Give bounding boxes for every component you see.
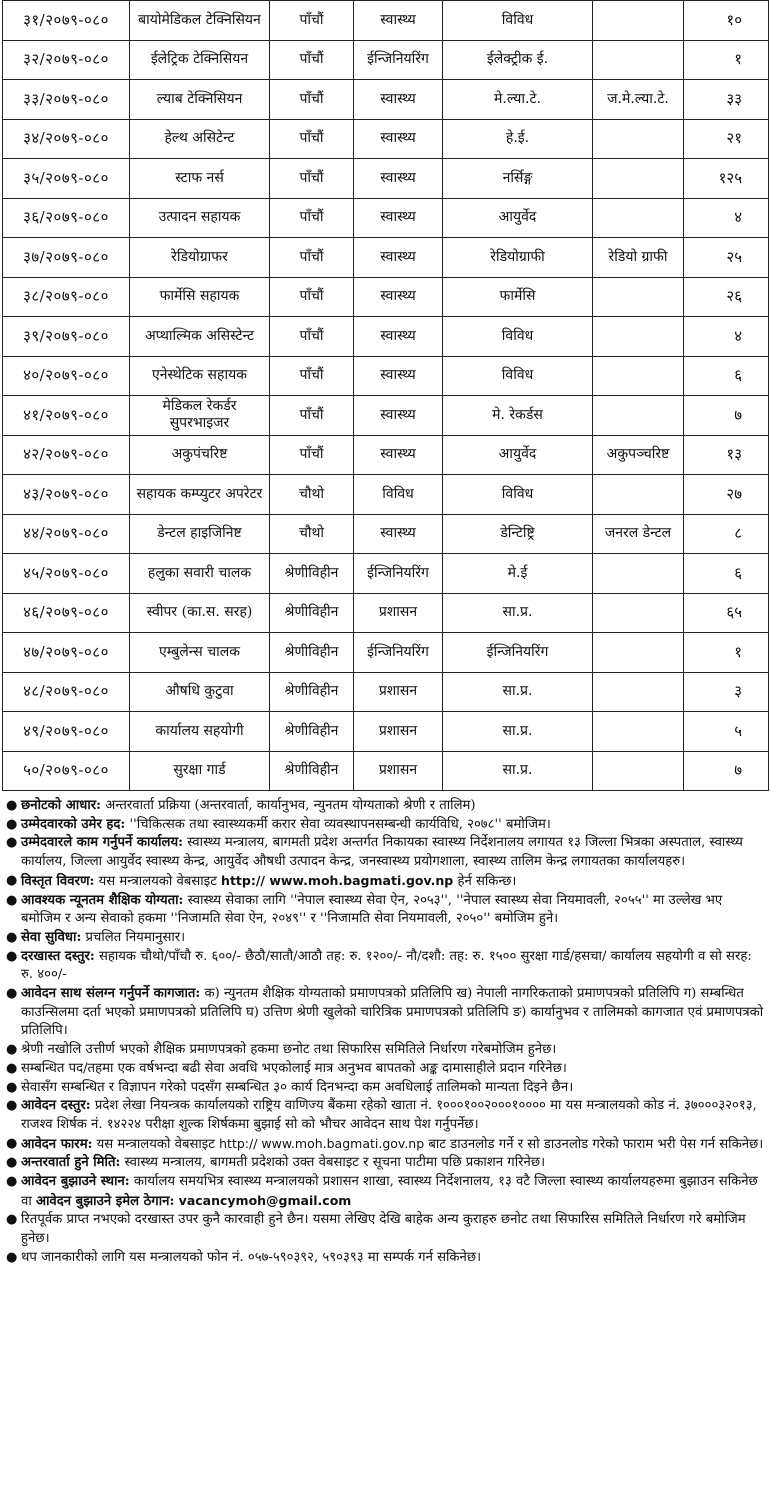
cell-service: ईन्जिनियरिंग	[354, 633, 443, 673]
cell-service: ईन्जिनियरिंग	[354, 40, 443, 80]
cell-count: १२५	[684, 159, 769, 199]
cell-ad-number: ५०/२०७९-०८०	[3, 751, 130, 791]
note-invalid-applications	[4, 1211, 766, 1248]
cell-group: रेडियोग्राफी	[443, 238, 593, 278]
note-text: प्रदेश लेखा नियन्त्रक कार्यालयको राष्ट्रिय वाणिज्य बैंकमा रहेको खाता नं. १०००१००२०००१०००० मा यस मन्त्रालयको कोड नं. ३७०००३२०१३, राजश्व शिर्षक नं. १४२२४ परीक्षा शुल्क शिर्षकमा बुझाई सो को भौचर आवेदन साथ पेश गर्नुपर्नेछ।	[21, 1098, 757, 1132]
cell-service: स्वास्थ्य	[354, 198, 443, 238]
cell-service: प्रशासन	[354, 751, 443, 791]
cell-service: स्वास्थ्य	[354, 1, 443, 41]
bullet-icon: ●	[6, 1098, 18, 1114]
bullet-icon: ●	[6, 1079, 18, 1095]
cell-ad-number: ४३/२०७९-०८०	[3, 475, 130, 515]
note-text: श्रेणी नखोलि उत्तीर्ण भएको शैक्षिक प्रमाणपत्रको हकमा छनोट तथा सिफारिस समितिले निर्धारण गरेबमोजिम हुनेछ।	[21, 1042, 557, 1058]
note-text: स्वास्थ्य सेवाका लागि ''नेपाल स्वास्थ्य सेवा ऐन, २०५३'', ''नेपाल स्वास्थ्य सेवा नियमावली, २०५५'' मा उल्लेख भए बमोजिम र अन्य सेवाको हकमा ''निजामति सेवा ऐन, २०४९'' र ''निजामति सेवा नियमावली, २०५०'' बमोजिम हुने।	[21, 892, 723, 927]
cell-service: प्रशासन	[354, 712, 443, 752]
cell-count: १	[684, 40, 769, 80]
note-label: उम्मेदवारको उमेर हद:	[21, 816, 126, 832]
cell-level: पाँचौं	[270, 119, 354, 159]
cell-group: ईन्जिनियरिंग	[443, 633, 593, 673]
note-text: सेवासँग सम्बन्धित र विज्ञापन गरेको पदसँग सम्बन्धित ३० कार्य दिनभन्दा कम अवधिलाई तालिमको मान्यता दिइने छैन।	[21, 1079, 574, 1095]
cell-subgroup	[593, 475, 684, 515]
cell-ad-number: ३९/२०७९-०८०	[3, 317, 130, 357]
note-details	[4, 872, 766, 892]
cell-ad-number: ३२/२०७९-०८०	[3, 40, 130, 80]
cell-count: २१	[684, 119, 769, 159]
cell-post: डेन्टल हाइजिनिष्ट	[130, 514, 270, 554]
note-text: थप जानकारीको लागि यस मन्त्रालयको फोन नं. ०५७-५९०३९२, ५९०३९३ मा सम्पर्क गर्न सकिनेछ।	[21, 1249, 482, 1265]
cell-post: उत्पादन सहायक	[130, 198, 270, 238]
cell-service: विविध	[354, 475, 443, 515]
cell-post: ल्याब टेक्निसियन	[130, 80, 270, 120]
cell-group: आयुर्वेद	[443, 435, 593, 475]
bullet-icon: ●	[6, 1060, 18, 1076]
table-row	[3, 475, 769, 515]
note-fee-payment	[4, 1097, 766, 1134]
cell-post: औषधि कुटुवा	[130, 672, 270, 712]
bullet-icon: ●	[6, 872, 18, 888]
cell-group: मे.ल्या.टे.	[443, 80, 593, 120]
note-label: सेवा सुविधा:	[21, 929, 82, 945]
table-row	[3, 40, 769, 80]
note-age-limit	[4, 816, 766, 835]
cell-post: स्वीपर (का.स. सरह)	[130, 593, 270, 633]
note-label: आवेदन साथ संलग्न गर्नुपर्ने कागजात:	[21, 986, 201, 1002]
table-row	[3, 554, 769, 594]
cell-group: मे. रेकर्डस	[443, 396, 593, 436]
cell-subgroup	[593, 198, 684, 238]
cell-level: श्रेणीविहीन	[270, 712, 354, 752]
note-application-fee-levels	[4, 948, 766, 985]
cell-subgroup	[593, 159, 684, 199]
table-row	[3, 712, 769, 752]
cell-post: हलुका सवारी चालक	[130, 554, 270, 594]
table-row	[3, 672, 769, 712]
bullet-icon: ●	[6, 1155, 18, 1171]
note-label: उम्मेदवारले काम गर्नुपर्ने कार्यालय:	[21, 835, 183, 851]
cell-level: पाँचौं	[270, 40, 354, 80]
cell-subgroup	[593, 396, 684, 436]
cell-level: पाँचौं	[270, 159, 354, 199]
note-text: कार्यालय समयभित्र स्वास्थ्य मन्त्रालयको प्रशासन शाखा, स्वास्थ्य निर्देशनालय, १३ वटै जिल्ला स्वास्थ्य कार्यालयहरुमा बुझाउन सकिनेछ वा	[21, 1174, 758, 1209]
cell-post: अप्थाल्मिक असिस्टेन्ट	[130, 317, 270, 357]
cell-service: स्वास्थ्य	[354, 80, 443, 120]
website-link[interactable]: http:// www.moh.bagmati.gov.np	[219, 1135, 425, 1151]
vacancy-table-body	[3, 1, 769, 791]
cell-subgroup	[593, 593, 684, 633]
note-label: विस्तृत विवरण:	[21, 873, 95, 889]
table-row	[3, 751, 769, 791]
cell-group: नर्सिङ्ग	[443, 159, 593, 199]
table-row	[3, 396, 769, 436]
cell-level: चौथो	[270, 514, 354, 554]
note-label: आवेदन बुझाउने इमेल ठेगान:	[35, 1193, 175, 1209]
cell-count: ३	[684, 672, 769, 712]
cell-subgroup	[593, 119, 684, 159]
cell-count: २७	[684, 475, 769, 515]
note-required-documents	[4, 985, 766, 1041]
cell-group: विविध	[443, 1, 593, 41]
table-row	[3, 80, 769, 120]
cell-count: ७	[684, 751, 769, 791]
cell-post: हेल्थ असिटेन्ट	[130, 119, 270, 159]
table-row	[3, 277, 769, 317]
cell-level: पाँचौं	[270, 396, 354, 436]
bullet-icon: ●	[6, 798, 18, 813]
cell-count: ४	[684, 317, 769, 357]
vacancy-table	[2, 0, 769, 791]
cell-post: कार्यालय सहयोगी	[130, 712, 270, 752]
cell-post: सुरक्षा गार्ड	[130, 751, 270, 791]
cell-level: श्रेणीविहीन	[270, 593, 354, 633]
bullet-icon: ●	[6, 929, 18, 945]
table-row	[3, 317, 769, 357]
cell-ad-number: ४७/२०७९-०८०	[3, 633, 130, 673]
note-work-office	[4, 834, 766, 871]
cell-group: ईलेक्ट्रीक ई.	[443, 40, 593, 80]
cell-post: स्टाफ नर्स	[130, 159, 270, 199]
cell-level: पाँचौं	[270, 238, 354, 278]
bullet-icon: ●	[6, 816, 18, 832]
cell-post: एनेस्थेटिक सहायक	[130, 356, 270, 396]
note-text: बाट डाउनलोड गर्ने र सो डाउनलोड गरेको फाराम भरी पेस गर्न सकिनेछ।	[424, 1136, 764, 1152]
cell-level: पाँचौं	[270, 435, 354, 475]
bullet-icon: ●	[6, 1042, 18, 1058]
note-text: स्वास्थ्य मन्त्रालय, बागमती प्रदेश अन्तर्गत निकायका स्वास्थ्य निर्देशनालय लगायत १३ जिल्ला भित्रका अस्पताल, स्वास्थ्य कार्यालय, जिल्ला आयुर्वेद स्वास्थ्य केन्द्र, आयुर्वेद औषधी उत्पादन केन्द्र, जनस्वास्थ्य प्रयोगशाला, स्वास्थ्य तालिम केन्द्र लगायतका कार्यालयहरु।	[21, 835, 743, 870]
note-label: अन्तरवार्ता हुने मिति:	[21, 1155, 121, 1171]
cell-service: स्वास्थ्य	[354, 396, 443, 436]
note-label: आवेदन बुझाउने स्थान:	[21, 1174, 130, 1190]
cell-ad-number: ४९/२०७९-०८०	[3, 712, 130, 752]
bullet-icon: ●	[6, 1212, 18, 1228]
cell-level: चौथो	[270, 475, 354, 515]
website-link[interactable]: http:// www.moh.bagmati.gov.np	[221, 872, 454, 888]
note-application-form	[4, 1135, 766, 1155]
table-row	[3, 593, 769, 633]
cell-level: श्रेणीविहीन	[270, 751, 354, 791]
cell-count: १	[684, 633, 769, 673]
cell-subgroup	[593, 277, 684, 317]
cell-ad-number: ४०/२०७९-०८०	[3, 356, 130, 396]
bullet-icon: ●	[6, 1174, 18, 1190]
cell-subgroup	[593, 1, 684, 41]
bullet-icon: ●	[6, 1249, 18, 1265]
table-row	[3, 356, 769, 396]
cell-ad-number: ३४/२०७९-०८०	[3, 119, 130, 159]
bullet-icon: ●	[6, 892, 18, 908]
note-label: छनोटको आधार:	[21, 798, 102, 813]
cell-group: सा.प्र.	[443, 672, 593, 712]
table-row	[3, 435, 769, 475]
cell-ad-number: ४२/२०७९-०८०	[3, 435, 130, 475]
note-text: हेर्न सकिन्छ।	[453, 873, 517, 889]
cell-level: पाँचौं	[270, 1, 354, 41]
cell-count: ७	[684, 396, 769, 436]
cell-subgroup	[593, 672, 684, 712]
bullet-icon: ●	[6, 986, 18, 1002]
cell-ad-number: ४४/२०७९-०८०	[3, 514, 130, 554]
note-label: दरखास्त दस्तुर:	[21, 948, 95, 964]
cell-service: स्वास्थ्य	[354, 317, 443, 357]
cell-count: २५	[684, 238, 769, 278]
cell-level: पाँचौं	[270, 277, 354, 317]
cell-group: मे.ई	[443, 554, 593, 594]
note-text: रितपूर्वक प्राप्त नभएको दरखास्त उपर कुनै कारवाही हुने छैन। यसमा लेखिए देखि बाहेक अन्य कुराहरु छनोट तथा सिफारिस समितिले निर्धारण गरे बमोजिम हुनेछ।	[21, 1212, 746, 1247]
table-row	[3, 159, 769, 199]
table-row	[3, 119, 769, 159]
cell-service: प्रशासन	[354, 593, 443, 633]
cell-service: ईन्जिनियरिंग	[354, 554, 443, 594]
cell-group: सा.प्र.	[443, 593, 593, 633]
cell-count: २६	[684, 277, 769, 317]
note-text: अन्तरवार्ता प्रक्रिया (अन्तरवार्ता, कार्यानुभव, न्युनतम योग्यताको श्रेणी र तालिम)	[101, 798, 476, 813]
cell-ad-number: ४८/२०७९-०८०	[3, 672, 130, 712]
cell-ad-number: ४६/२०७९-०८०	[3, 593, 130, 633]
note-text: स्वास्थ्य मन्त्रालय, बागमती प्रदेशको उक्त वेबसाइट र सूचना पाटीमा पछि प्रकाशन गरिनेछ।	[120, 1155, 546, 1171]
cell-subgroup	[593, 40, 684, 80]
note-interview-date	[4, 1154, 766, 1173]
cell-level: श्रेणीविहीन	[270, 672, 354, 712]
table-row	[3, 198, 769, 238]
cell-level: पाँचौं	[270, 356, 354, 396]
note-qualification	[4, 892, 766, 929]
cell-post: ईलेट्रिक टेक्निसियन	[130, 40, 270, 80]
cell-post: बायोमेडिकल टेक्निसियन	[130, 1, 270, 41]
table-row	[3, 514, 769, 554]
note-text: यस मन्त्रालयको वेबसाइट	[92, 1136, 220, 1152]
cell-group: डेन्टिष्ट्रि	[443, 514, 593, 554]
cell-ad-number: ३६/२०७९-०८०	[3, 198, 130, 238]
note-label: आवेदन फारम:	[21, 1136, 93, 1152]
note-contact	[4, 1249, 766, 1268]
bullet-icon: ●	[6, 835, 18, 851]
cell-group: विविध	[443, 475, 593, 515]
cell-count: ६	[684, 554, 769, 594]
cell-ad-number: ३१/२०७९-०८०	[3, 1, 130, 41]
cell-count: ६५	[684, 593, 769, 633]
cell-subgroup: जनरल डेन्टल	[593, 514, 684, 554]
cell-post: रेडियोग्राफर	[130, 238, 270, 278]
cell-level: पाँचौं	[270, 198, 354, 238]
note-training	[4, 1079, 766, 1098]
table-row	[3, 633, 769, 673]
cell-group: आयुर्वेद	[443, 198, 593, 238]
cell-ad-number: ३५/२०७९-०८०	[3, 159, 130, 199]
cell-group: विविध	[443, 356, 593, 396]
note-unclassified-certificate	[4, 1041, 766, 1060]
cell-ad-number: ३८/२०७९-०८०	[3, 277, 130, 317]
cell-service: स्वास्थ्य	[354, 277, 443, 317]
cell-count: ६	[684, 356, 769, 396]
cell-subgroup	[593, 356, 684, 396]
note-experience	[4, 1060, 766, 1079]
cell-level: श्रेणीविहीन	[270, 554, 354, 594]
note-facilities	[4, 929, 766, 948]
cell-subgroup: अकुपञ्चरिष्ट	[593, 435, 684, 475]
table-row	[3, 238, 769, 278]
note-selection-basis	[4, 797, 766, 816]
note-text: सम्बन्धित पद/तहमा एक वर्षभन्दा बढी सेवा अवधि भएकोलाई मात्र अनुभव बापतको अङ्क दामासाहीले प्रदान गरिनेछ।	[21, 1060, 567, 1076]
note-text: यस मन्त्रालयको वेबसाइट	[94, 873, 222, 889]
cell-subgroup	[593, 751, 684, 791]
cell-count: १०	[684, 1, 769, 41]
cell-subgroup: ज.मे.ल्या.टे.	[593, 80, 684, 120]
notes-list	[4, 797, 766, 1268]
cell-count: ८	[684, 514, 769, 554]
cell-level: पाँचौं	[270, 317, 354, 357]
note-label: आवश्यक न्यूनतम शैक्षिक योग्यता:	[21, 892, 184, 908]
cell-service: स्वास्थ्य	[354, 356, 443, 396]
cell-service: स्वास्थ्य	[354, 514, 443, 554]
cell-service: प्रशासन	[354, 672, 443, 712]
note-text: क) न्युनतम शैक्षिक योग्यताको प्रमाणपत्रको प्रतिलिपि ख) नेपाली नागरिकताको प्रमाणपत्रको प्रतिलिपि ग) सम्बन्धित काउन्सिलमा दर्ता भएको प्रमाणपत्रको प्रतिलिपि घ) उत्तिण श्रेणी खुलेको चारित्रिक प्रमाणपत्रको प्रतिलिपि ङ) कार्यानुभव र तालिमको कागजात एवं प्रमाणपत्रको प्रतिलिपि।	[21, 986, 764, 1039]
note-text: प्रचलित नियमानुसार।	[81, 929, 186, 945]
cell-subgroup	[593, 554, 684, 594]
cell-ad-number: ४१/२०७९-०८०	[3, 396, 130, 436]
cell-ad-number: ३३/२०७९-०८०	[3, 80, 130, 120]
cell-subgroup	[593, 317, 684, 357]
table-row	[3, 1, 769, 41]
cell-count: ३३	[684, 80, 769, 120]
cell-group: हे.ई.	[443, 119, 593, 159]
cell-group: सा.प्र.	[443, 712, 593, 752]
cell-level: श्रेणीविहीन	[270, 633, 354, 673]
cell-group: सा.प्र.	[443, 751, 593, 791]
cell-subgroup	[593, 712, 684, 752]
cell-level: पाँचौं	[270, 80, 354, 120]
cell-post: अकुपंचरिष्ट	[130, 435, 270, 475]
cell-subgroup	[593, 633, 684, 673]
cell-group: विविध	[443, 317, 593, 357]
cell-service: स्वास्थ्य	[354, 159, 443, 199]
note-text: सहायक चौथो/पाँचौ रु. ६००/- छैठौ/सातौ/आठौ तह: रु. १२००/- नौ/दशौ: तह: रु. १५०० सुरक्षा गार्ड/हसचा/ कार्यालय सहयोगी व सो सरह: रु. ४००/-	[21, 948, 752, 983]
cell-service: स्वास्थ्य	[354, 238, 443, 278]
cell-count: १३	[684, 435, 769, 475]
cell-group: फार्मेसि	[443, 277, 593, 317]
cell-count: ४	[684, 198, 769, 238]
note-label: आवेदन दस्तुर:	[21, 1098, 91, 1114]
note-submission-place	[4, 1173, 766, 1211]
cell-post: फार्मेसि सहायक	[130, 277, 270, 317]
bullet-icon: ●	[6, 948, 18, 964]
cell-subgroup: रेडियो ग्राफी	[593, 238, 684, 278]
cell-service: स्वास्थ्य	[354, 119, 443, 159]
note-text: ''चिकित्सक तथा स्वास्थ्यकर्मी करार सेवा व्यवस्थापनसम्बन्धी कार्यविधि, २०७८'' बमोजिम।	[125, 816, 551, 832]
cell-service: स्वास्थ्य	[354, 435, 443, 475]
cell-post: मेडिकल रेकर्डर सुपरभाइजर	[130, 396, 270, 436]
bullet-icon: ●	[6, 1135, 18, 1151]
cell-ad-number: ४५/२०७९-०८०	[3, 554, 130, 594]
cell-post: सहायक कम्प्युटर अपरेटर	[130, 475, 270, 515]
cell-count: ५	[684, 712, 769, 752]
cell-ad-number: ३७/२०७९-०८०	[3, 238, 130, 278]
cell-post: एम्बुलेन्स चालक	[130, 633, 270, 673]
email-link[interactable]: vacancymoh@gmail.com	[174, 1192, 352, 1208]
